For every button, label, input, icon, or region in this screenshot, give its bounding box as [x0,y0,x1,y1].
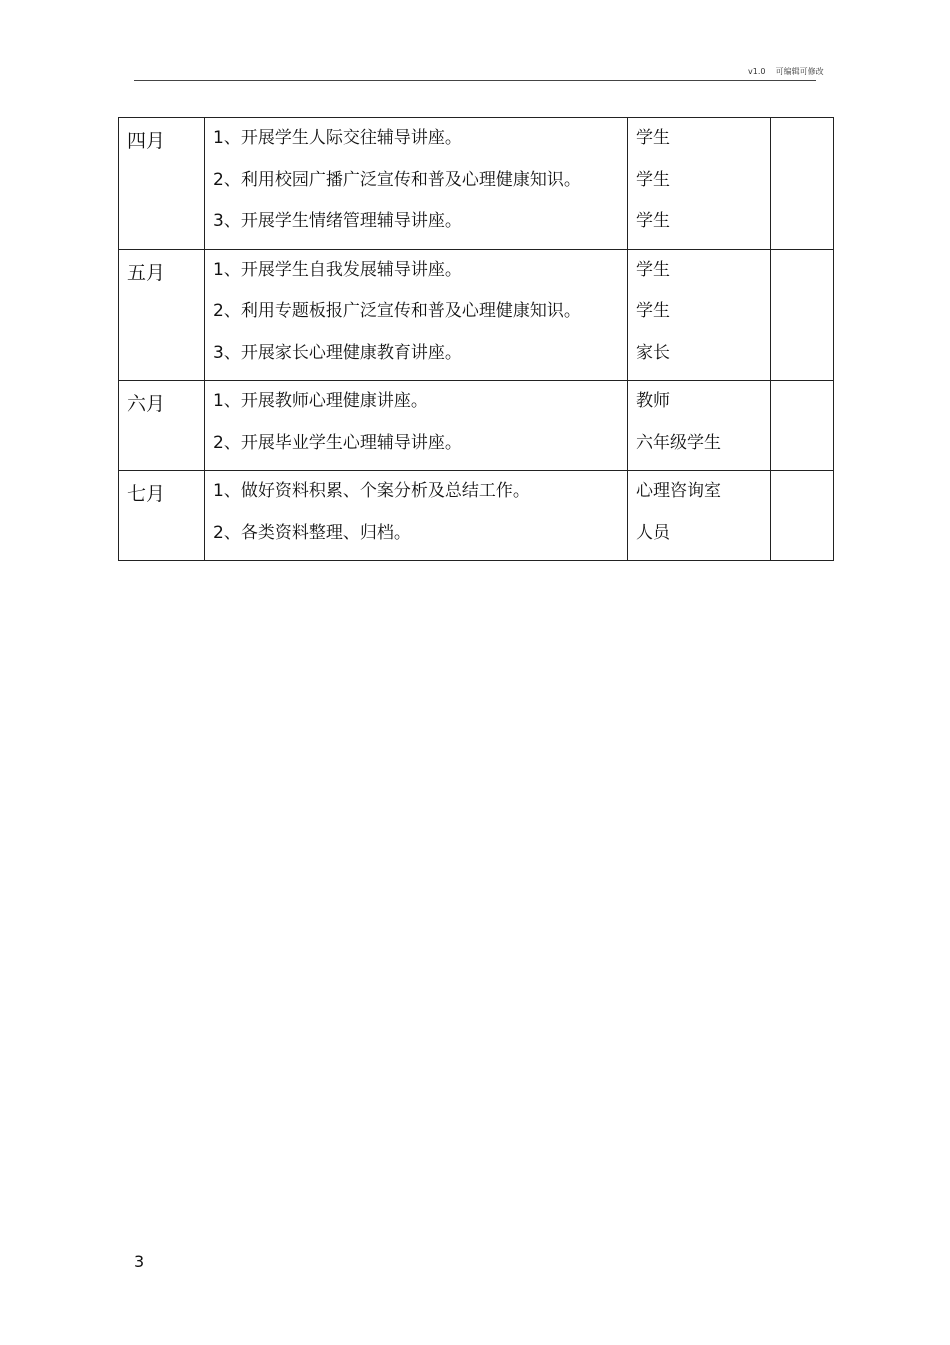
activity-item: 2、各类资料整理、归档。 [213,522,411,543]
target-item: 教师 [636,391,670,411]
target-item: 学生 [636,211,670,231]
table-row [119,118,834,250]
target-item: 六年级学生 [636,432,721,453]
monthly-plan-table [118,117,834,561]
content-cell [205,381,628,471]
content-cell [205,471,628,561]
activity-item: 2、利用专题板报广泛宣传和普及心理健康知识。 [213,301,581,321]
target-item: 家长 [636,342,670,363]
month-label: 七月 [127,483,166,505]
version-label: v1.0 [748,67,766,76]
target-item: 人员 [636,522,670,543]
month-cell [119,249,205,381]
activity-item: 3、开展家长心理健康教育讲座。 [213,342,462,363]
target-cell [628,118,771,250]
header-divider [134,80,816,81]
target-item: 心理咨询室 [636,481,721,501]
table-row [119,249,834,381]
month-cell [119,471,205,561]
month-label: 五月 [127,261,166,284]
content-cell [205,249,628,381]
activity-item: 3、开展学生情绪管理辅导讲座。 [213,211,462,231]
table-row [119,471,834,561]
activity-item: 1、开展教师心理健康讲座。 [213,391,428,411]
month-label: 六月 [127,393,166,415]
target-item: 学生 [636,169,670,190]
activity-item: 1、开展学生人际交往辅导讲座。 [213,128,462,148]
remarks-cell [771,118,834,250]
editable-note: 可编辑可修改 [775,67,824,76]
activity-item: 2、利用校园广播广泛宣传和普及心理健康知识。 [213,169,581,190]
month-cell [119,118,205,250]
activity-item: 1、做好资料积累、个案分析及总结工作。 [213,481,530,501]
target-cell [628,381,771,471]
target-item: 学生 [636,128,670,148]
page-number: 3 [134,1252,145,1271]
month-cell [119,381,205,471]
header-version-note [748,66,824,77]
target-item: 学生 [636,259,670,280]
target-item: 学生 [636,301,670,321]
activity-item: 1、开展学生自我发展辅导讲座。 [213,259,462,280]
month-label: 四月 [127,130,166,152]
remarks-cell [771,381,834,471]
activity-item: 2、开展毕业学生心理辅导讲座。 [213,432,462,453]
content-cell [205,118,628,250]
remarks-cell [771,471,834,561]
target-cell [628,471,771,561]
table-row [119,381,834,471]
remarks-cell [771,249,834,381]
target-cell [628,249,771,381]
